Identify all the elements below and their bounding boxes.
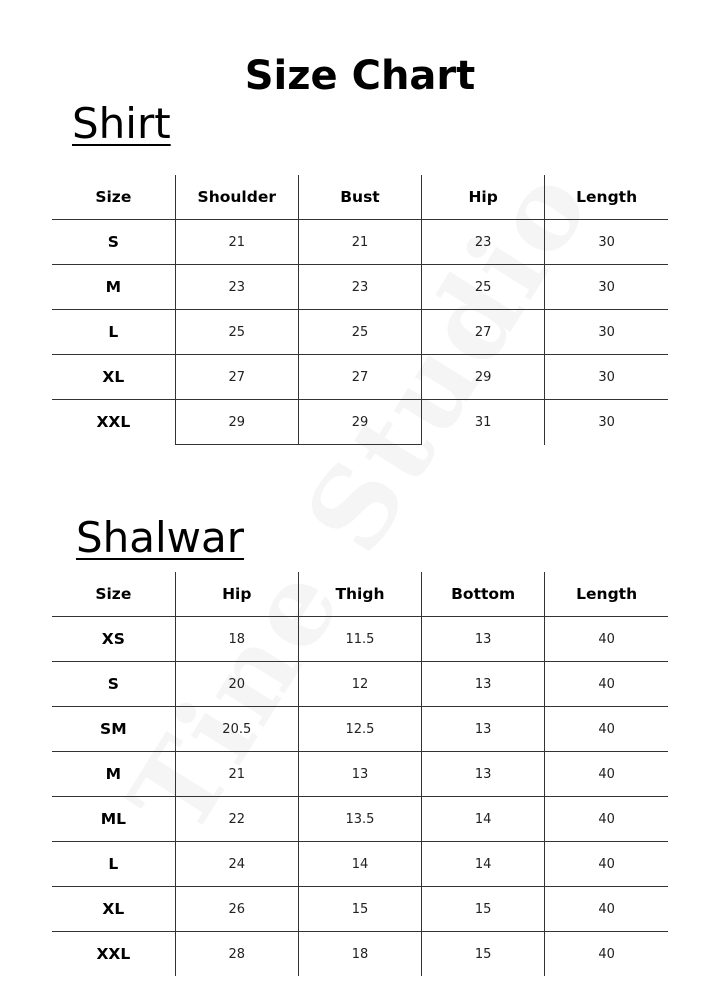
header-length: Length (545, 175, 668, 220)
table-cell: 30 (545, 355, 668, 400)
size-cell: XL (52, 355, 175, 400)
table-cell: 27 (298, 355, 421, 400)
header-bust: Bust (298, 175, 421, 220)
table-row (52, 355, 668, 400)
page-title: Size Chart (244, 53, 476, 99)
size-cell: S (52, 662, 175, 707)
header-length: Length (545, 572, 668, 617)
table-cell: 12 (298, 662, 421, 707)
table-cell: 13.5 (298, 797, 421, 842)
table-cell: 28 (175, 932, 298, 977)
header-size: Size (52, 175, 175, 220)
size-cell: L (52, 842, 175, 887)
table-row (52, 662, 668, 707)
size-cell: L (52, 310, 175, 355)
table-row (52, 707, 668, 752)
size-cell: XS (52, 617, 175, 662)
table-cell: 31 (422, 400, 545, 445)
size-cell: M (52, 265, 175, 310)
header-thigh: Thigh (298, 572, 421, 617)
size-cell: XXL (96, 945, 131, 963)
shirt-size-table (52, 175, 668, 445)
table-cell: 23 (298, 265, 421, 310)
size-cell: XL (52, 887, 175, 932)
table-cell: 29 (422, 355, 545, 400)
size-cell: S (52, 220, 175, 265)
header-hip: Hip (175, 572, 298, 617)
table-cell: 26 (175, 887, 298, 932)
table-row (52, 842, 668, 887)
table-cell: 29 (175, 400, 298, 445)
table-row (52, 932, 668, 977)
table-cell: 15 (422, 887, 545, 932)
table-cell: 14 (298, 842, 421, 887)
table-cell: 25 (175, 310, 298, 355)
table-cell: 11.5 (298, 617, 421, 662)
table-row (52, 265, 668, 310)
table-cell: 40 (545, 887, 668, 932)
table-cell: 30 (545, 310, 668, 355)
table-cell: 23 (422, 220, 545, 265)
header-shoulder: Shoulder (175, 175, 298, 220)
table-cell: 30 (545, 400, 668, 445)
table-cell: 20.5 (175, 707, 298, 752)
shalwar-size-table (52, 572, 668, 976)
table-row (52, 310, 668, 355)
shirt-section-title: Shirt (72, 99, 171, 148)
table-cell: 20 (175, 662, 298, 707)
table-cell: 40 (545, 707, 668, 752)
table-header-row (52, 572, 668, 617)
table-cell: 13 (422, 752, 545, 797)
table-row (52, 887, 668, 932)
table-cell: 21 (175, 220, 298, 265)
table-cell: 40 (545, 797, 668, 842)
table-cell: 24 (175, 842, 298, 887)
table-cell: 25 (422, 265, 545, 310)
table-cell: 40 (545, 842, 668, 887)
table-cell: 13 (422, 617, 545, 662)
table-row (52, 797, 668, 842)
table-cell: 12.5 (298, 707, 421, 752)
table-row (52, 752, 668, 797)
table-cell: 13 (422, 707, 545, 752)
table-cell: 40 (545, 932, 668, 977)
size-cell: SM (52, 707, 175, 752)
table-cell: 15 (422, 932, 545, 977)
header-size: Size (52, 572, 175, 617)
table-cell: 22 (175, 797, 298, 842)
size-cell: ML (52, 797, 175, 842)
table-cell: 15 (298, 887, 421, 932)
table-cell: 13 (422, 662, 545, 707)
header-bottom: Bottom (422, 572, 545, 617)
table-cell: 23 (175, 265, 298, 310)
size-cell: M (52, 752, 175, 797)
table-cell: 30 (545, 220, 668, 265)
table-row (52, 220, 668, 265)
table-cell: 30 (545, 265, 668, 310)
header-hip: Hip (422, 175, 545, 220)
table-row (52, 617, 668, 662)
table-header-row (52, 175, 668, 220)
table-cell: 40 (545, 662, 668, 707)
table-row (52, 400, 668, 445)
table-cell: 25 (298, 310, 421, 355)
shalwar-section-title: Shalwar (76, 513, 245, 562)
table-cell: 18 (298, 932, 421, 977)
table-cell: 27 (422, 310, 545, 355)
table-cell: 14 (422, 797, 545, 842)
size-cell: XXL (96, 413, 131, 432)
table-cell: 13 (298, 752, 421, 797)
table-cell: 18 (175, 617, 298, 662)
table-cell: 14 (422, 842, 545, 887)
table-cell: 29 (298, 400, 421, 445)
table-cell: 40 (545, 617, 668, 662)
table-cell: 40 (545, 752, 668, 797)
table-cell: 21 (298, 220, 421, 265)
table-cell: 21 (175, 752, 298, 797)
table-cell: 27 (175, 355, 298, 400)
